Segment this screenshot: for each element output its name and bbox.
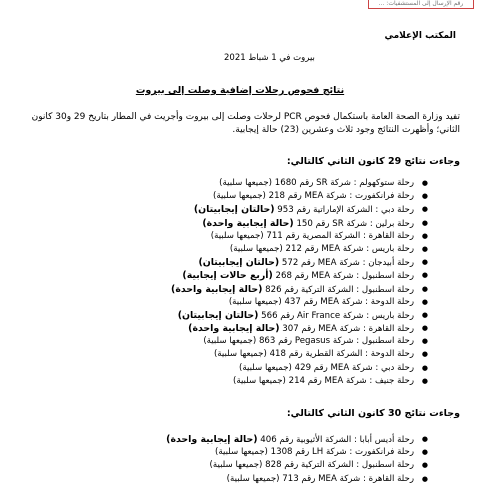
bullet-icon: ● [421, 310, 428, 319]
release-date: بيروت في 1 شباط 2021 [224, 53, 315, 63]
flight-description: رحلة اسطنبول : شركة MEA رقم 268 [275, 271, 414, 282]
flight-description: رحلة اسطنبول : الشركة التركية رقم 826 [265, 284, 414, 295]
flight-description: رحلة فرانكفورت : شركة MEA رقم 218 [268, 191, 414, 202]
bullet-icon: ● [421, 179, 428, 187]
flight-list-item [171, 243, 428, 256]
flight-result: (حالة إيجابية واحدة) [166, 434, 258, 445]
flight-list-item [171, 375, 428, 388]
flight-description: رحلة دبي : الشركة الإماراتية رقم 953 [277, 205, 414, 216]
flight-description: رحلة برلين : شركة SR رقم 150 [296, 218, 414, 229]
flight-result: (جميعها سلبية) [213, 349, 267, 360]
bullet-icon: ● [421, 474, 428, 483]
bullet-icon: ● [421, 376, 428, 385]
flight-result: (حالتان إيجابيتان) [193, 204, 275, 216]
flight-description: رحلة ستوكهولم : شركة SR رقم 1680 [274, 178, 414, 188]
flight-result: (جميعها سلبية) [203, 336, 257, 347]
flight-result: (جميعها سلبية) [215, 447, 268, 458]
section-heading-jan-30: وجاءت نتائج 30 كانون الثاني كالتالي: [286, 408, 460, 419]
flight-list-jan-29 [171, 177, 428, 388]
bullet-icon: ● [421, 258, 428, 267]
bullet-icon: ● [421, 205, 428, 214]
bullet-icon: ● [421, 284, 428, 293]
flight-list-item [171, 269, 428, 282]
top-stamp: رقم الإرسال إلى المستشفيات: ... [368, 0, 474, 9]
flight-description: رحلة القاهرة : الشركة المصرية رقم 711 [266, 230, 414, 241]
flight-description: رحلة القاهرة : شركة MEA رقم 713 [282, 473, 414, 484]
flight-result: (جميعها سلبية) [219, 178, 273, 188]
flight-list-item [171, 230, 428, 243]
flight-list-item [171, 203, 428, 216]
bullet-icon: ● [421, 337, 428, 346]
flight-description: رحلة أبيدجان : شركة MEA رقم 572 [281, 258, 414, 269]
flight-list-item [171, 348, 428, 361]
flight-list-item [171, 322, 428, 335]
flight-result: (جميعها سلبية) [213, 191, 266, 202]
bullet-icon: ● [421, 231, 428, 240]
flight-description: رحلة جنيف : شركة MEA رقم 214 [288, 375, 414, 386]
flight-description: رحلة فرانكفورت : شركة LH رقم 1308 [270, 447, 414, 458]
flight-result: (أربع حالات إيجابية) [182, 270, 273, 282]
flight-result: (جميعها سلبية) [228, 296, 282, 307]
section-heading-jan-29: وجاءت نتائج 29 كانون الثاني كالتالي: [286, 156, 460, 167]
flight-result: (جميعها سلبية) [239, 362, 292, 373]
flight-result: (حالة إيجابية واحدة) [171, 283, 263, 295]
flight-result: (حالتان إيجابيتان) [177, 309, 259, 321]
flight-description: رحلة القاهرة : شركة MEA رقم 307 [282, 324, 414, 335]
flight-list-item [171, 362, 428, 375]
flight-result: (جميعها سلبية) [209, 460, 263, 471]
flight-result: (حالة إيجابية واحدة) [202, 217, 294, 229]
flight-list-item [171, 256, 428, 269]
flight-result: (جميعها سلبية) [226, 473, 280, 484]
flight-description: رحلة اسطنبول : الشركة التركية رقم 828 [265, 460, 414, 471]
flight-list-item [171, 177, 428, 190]
bullet-icon: ● [421, 297, 428, 306]
flight-description: رحلة باريس : شركة MEA رقم 212 [285, 243, 414, 254]
flight-description: رحلة أديس أبابا : الشركة الأثيوبية رقم 406 [260, 435, 414, 445]
flight-description: رحلة اسطنبول : شركة Pegasus رقم 863 [258, 336, 414, 347]
flight-list-item [166, 459, 428, 472]
bullet-icon: ● [421, 271, 428, 280]
bullet-icon: ● [421, 192, 428, 201]
flight-list-item [171, 190, 428, 203]
flight-list-item [166, 446, 428, 459]
flight-result: (حالة إيجابية واحدة) [188, 323, 280, 335]
bullet-icon: ● [421, 324, 428, 333]
flight-result: (جميعها سلبية) [210, 230, 264, 241]
flight-list-item [171, 283, 428, 296]
flight-description: رحلة دبي : شركة MEA رقم 429 [294, 362, 414, 373]
flight-list-jan-30 [166, 433, 428, 486]
bullet-icon: ● [421, 363, 428, 372]
flight-description: رحلة الدوحة : شركة MEA رقم 437 [284, 296, 414, 307]
bullet-icon: ● [421, 448, 428, 457]
flight-result: (جميعها سلبية) [233, 375, 286, 386]
bullet-icon: ● [421, 461, 428, 470]
office-name: المكتب الإعلامي [384, 31, 456, 41]
bullet-icon: ● [421, 435, 428, 443]
flight-description: رحلة باريس : شركة Air France رقم 566 [261, 310, 414, 321]
bullet-icon: ● [421, 350, 428, 359]
bullet-icon: ● [421, 244, 428, 253]
flight-list-item [171, 296, 428, 309]
flight-list-item [171, 217, 428, 230]
flight-result: (جميعها سلبية) [229, 243, 283, 254]
flight-list-item [171, 309, 428, 322]
flight-list-item [166, 473, 428, 486]
flight-description: رحلة الدوحة : الشركة القطرية رقم 418 [269, 349, 414, 360]
intro-paragraph: تفيد وزارة الصحة العامة باستكمال فحوص PCR لرحلات وصلت إلى بيروت وأجريت في المطار بتاريخ 29 و30 كانون الثاني؛ وأظهرت النتائج وجود ثلاث وعشرين (23) حالة إيجابية. [31, 112, 460, 135]
bullet-icon: ● [421, 218, 428, 227]
flight-result: (حالتان إيجابيتان) [198, 257, 280, 269]
flight-list-item [171, 335, 428, 348]
document-title: نتائج فحوص رحلات إضافية وصلت إلى بيروت [135, 85, 345, 96]
flight-list-item [166, 433, 428, 446]
